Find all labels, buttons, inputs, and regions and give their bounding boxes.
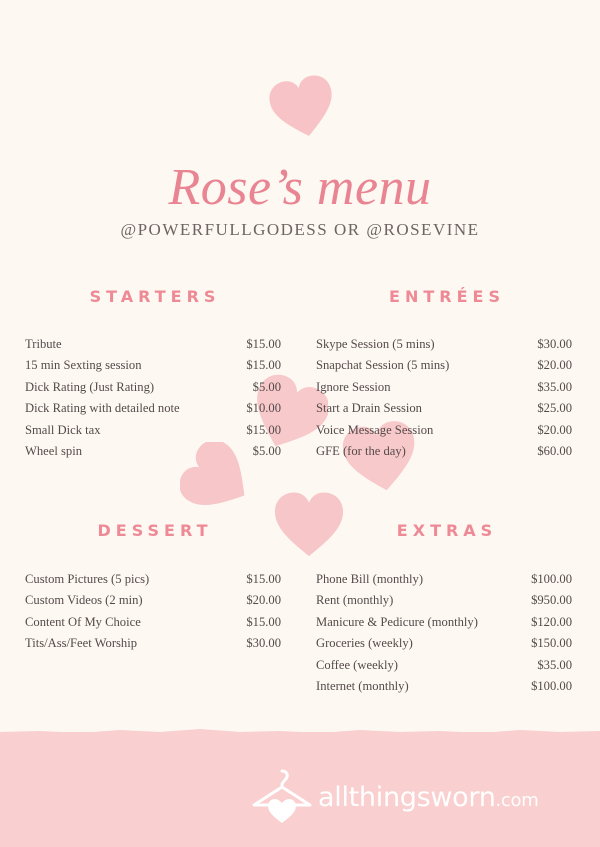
menu-item-price: $15.00 — [246, 614, 281, 629]
menu-item — [25, 401, 281, 422]
menu-item — [25, 615, 281, 636]
menu-item-name: Coffee (weekly) — [316, 657, 398, 672]
menu-item-name: 15 min Sexting session — [25, 358, 142, 373]
menu-item — [316, 572, 572, 593]
menu-list-entrees — [316, 337, 572, 465]
menu-list-starters — [25, 337, 281, 465]
heart-icon — [262, 74, 344, 142]
menu-item-name: Rent (monthly) — [316, 593, 394, 608]
menu-item — [25, 572, 281, 593]
menu-item — [316, 358, 572, 379]
menu-item-name: Tribute — [25, 337, 62, 351]
menu-item-name: Snapchat Session (5 mins) — [316, 358, 450, 373]
menu-item — [25, 444, 281, 465]
menu-item-name: Internet (monthly) — [316, 678, 409, 693]
menu-item-price: $20.00 — [246, 593, 281, 608]
menu-item — [25, 423, 281, 444]
menu-item-price: $120.00 — [531, 614, 572, 629]
menu-item-name: Start a Drain Session — [316, 401, 422, 416]
menu-item — [316, 380, 572, 401]
menu-item-price: $35.00 — [537, 657, 572, 672]
menu-item-price: $20.00 — [537, 422, 572, 437]
page-title: Rose’s menu — [168, 159, 432, 216]
page-subtitle: @POWERFULLGODESS OR @ROSEVINE — [120, 220, 480, 239]
brand-watermark — [318, 782, 538, 813]
menu-item-price: $15.00 — [246, 572, 281, 586]
menu-item-name: Custom Videos (2 min) — [25, 593, 143, 608]
section-title-dessert: DESSERT — [97, 521, 213, 540]
menu-item-price: $100.00 — [531, 678, 572, 693]
section-title-extras: EXTRAS — [396, 521, 498, 540]
menu-item-name: Tits/Ass/Feet Worship — [25, 636, 138, 651]
menu-list-dessert — [25, 572, 281, 658]
section-title-starters: STARTERS — [89, 287, 221, 306]
menu-item — [25, 636, 281, 657]
section-title-entrees: ENTRÉES — [389, 287, 505, 306]
menu-item — [25, 380, 281, 401]
menu-item-price: $100.00 — [531, 572, 572, 586]
menu-item — [316, 337, 572, 358]
menu-item-price: $5.00 — [252, 443, 281, 458]
menu-item-price: $30.00 — [246, 636, 281, 651]
menu-item-price: $5.00 — [252, 379, 281, 394]
menu-item-price: $35.00 — [537, 379, 572, 394]
menu-item — [316, 658, 572, 679]
menu-item — [25, 337, 281, 358]
menu-item — [316, 423, 572, 444]
menu-item-price: $950.00 — [531, 593, 572, 608]
menu-item-name: Voice Message Session — [316, 422, 434, 437]
menu-item-price: $25.00 — [537, 401, 572, 416]
menu-item-price: $30.00 — [537, 337, 572, 351]
menu-item-name: Content Of My Choice — [25, 614, 141, 629]
menu-item — [25, 358, 281, 379]
menu-item-name: Manicure & Pedicure (monthly) — [316, 614, 478, 629]
menu-item-price: $60.00 — [537, 443, 572, 458]
menu-item-price: $10.00 — [246, 401, 281, 416]
menu-item — [316, 444, 572, 465]
menu-item-name: Dick Rating with detailed note — [25, 401, 180, 416]
menu-item-price: $150.00 — [531, 636, 572, 651]
menu-item — [316, 679, 572, 700]
menu-item-price: $15.00 — [246, 337, 281, 351]
menu-item-price: $15.00 — [246, 358, 281, 373]
heart-icon — [268, 488, 350, 562]
menu-list-extras — [316, 572, 572, 700]
menu-item-price: $15.00 — [246, 422, 281, 437]
brand-name: allthingsworn — [318, 782, 496, 813]
menu-item — [316, 401, 572, 422]
menu-item-name: Dick Rating (Just Rating) — [25, 379, 155, 394]
menu-item-name: Ignore Session — [316, 379, 391, 394]
menu-item-name: Wheel spin — [25, 443, 83, 458]
menu-item-name: Skype Session (5 mins) — [316, 337, 435, 351]
menu-item-name: Groceries (weekly) — [316, 636, 413, 651]
menu-item-name: GFE (for the day) — [316, 443, 406, 458]
brand-tld: .com — [495, 790, 539, 811]
menu-item — [316, 593, 572, 614]
menu-item — [316, 615, 572, 636]
menu-item-name: Phone Bill (monthly) — [316, 572, 424, 586]
menu-item — [25, 593, 281, 614]
menu-item-name: Small Dick tax — [25, 422, 101, 437]
menu-item-name: Custom Pictures (5 pics) — [25, 572, 150, 586]
hanger-heart-icon — [250, 765, 314, 829]
menu-item — [316, 636, 572, 657]
menu-item-price: $20.00 — [537, 358, 572, 373]
